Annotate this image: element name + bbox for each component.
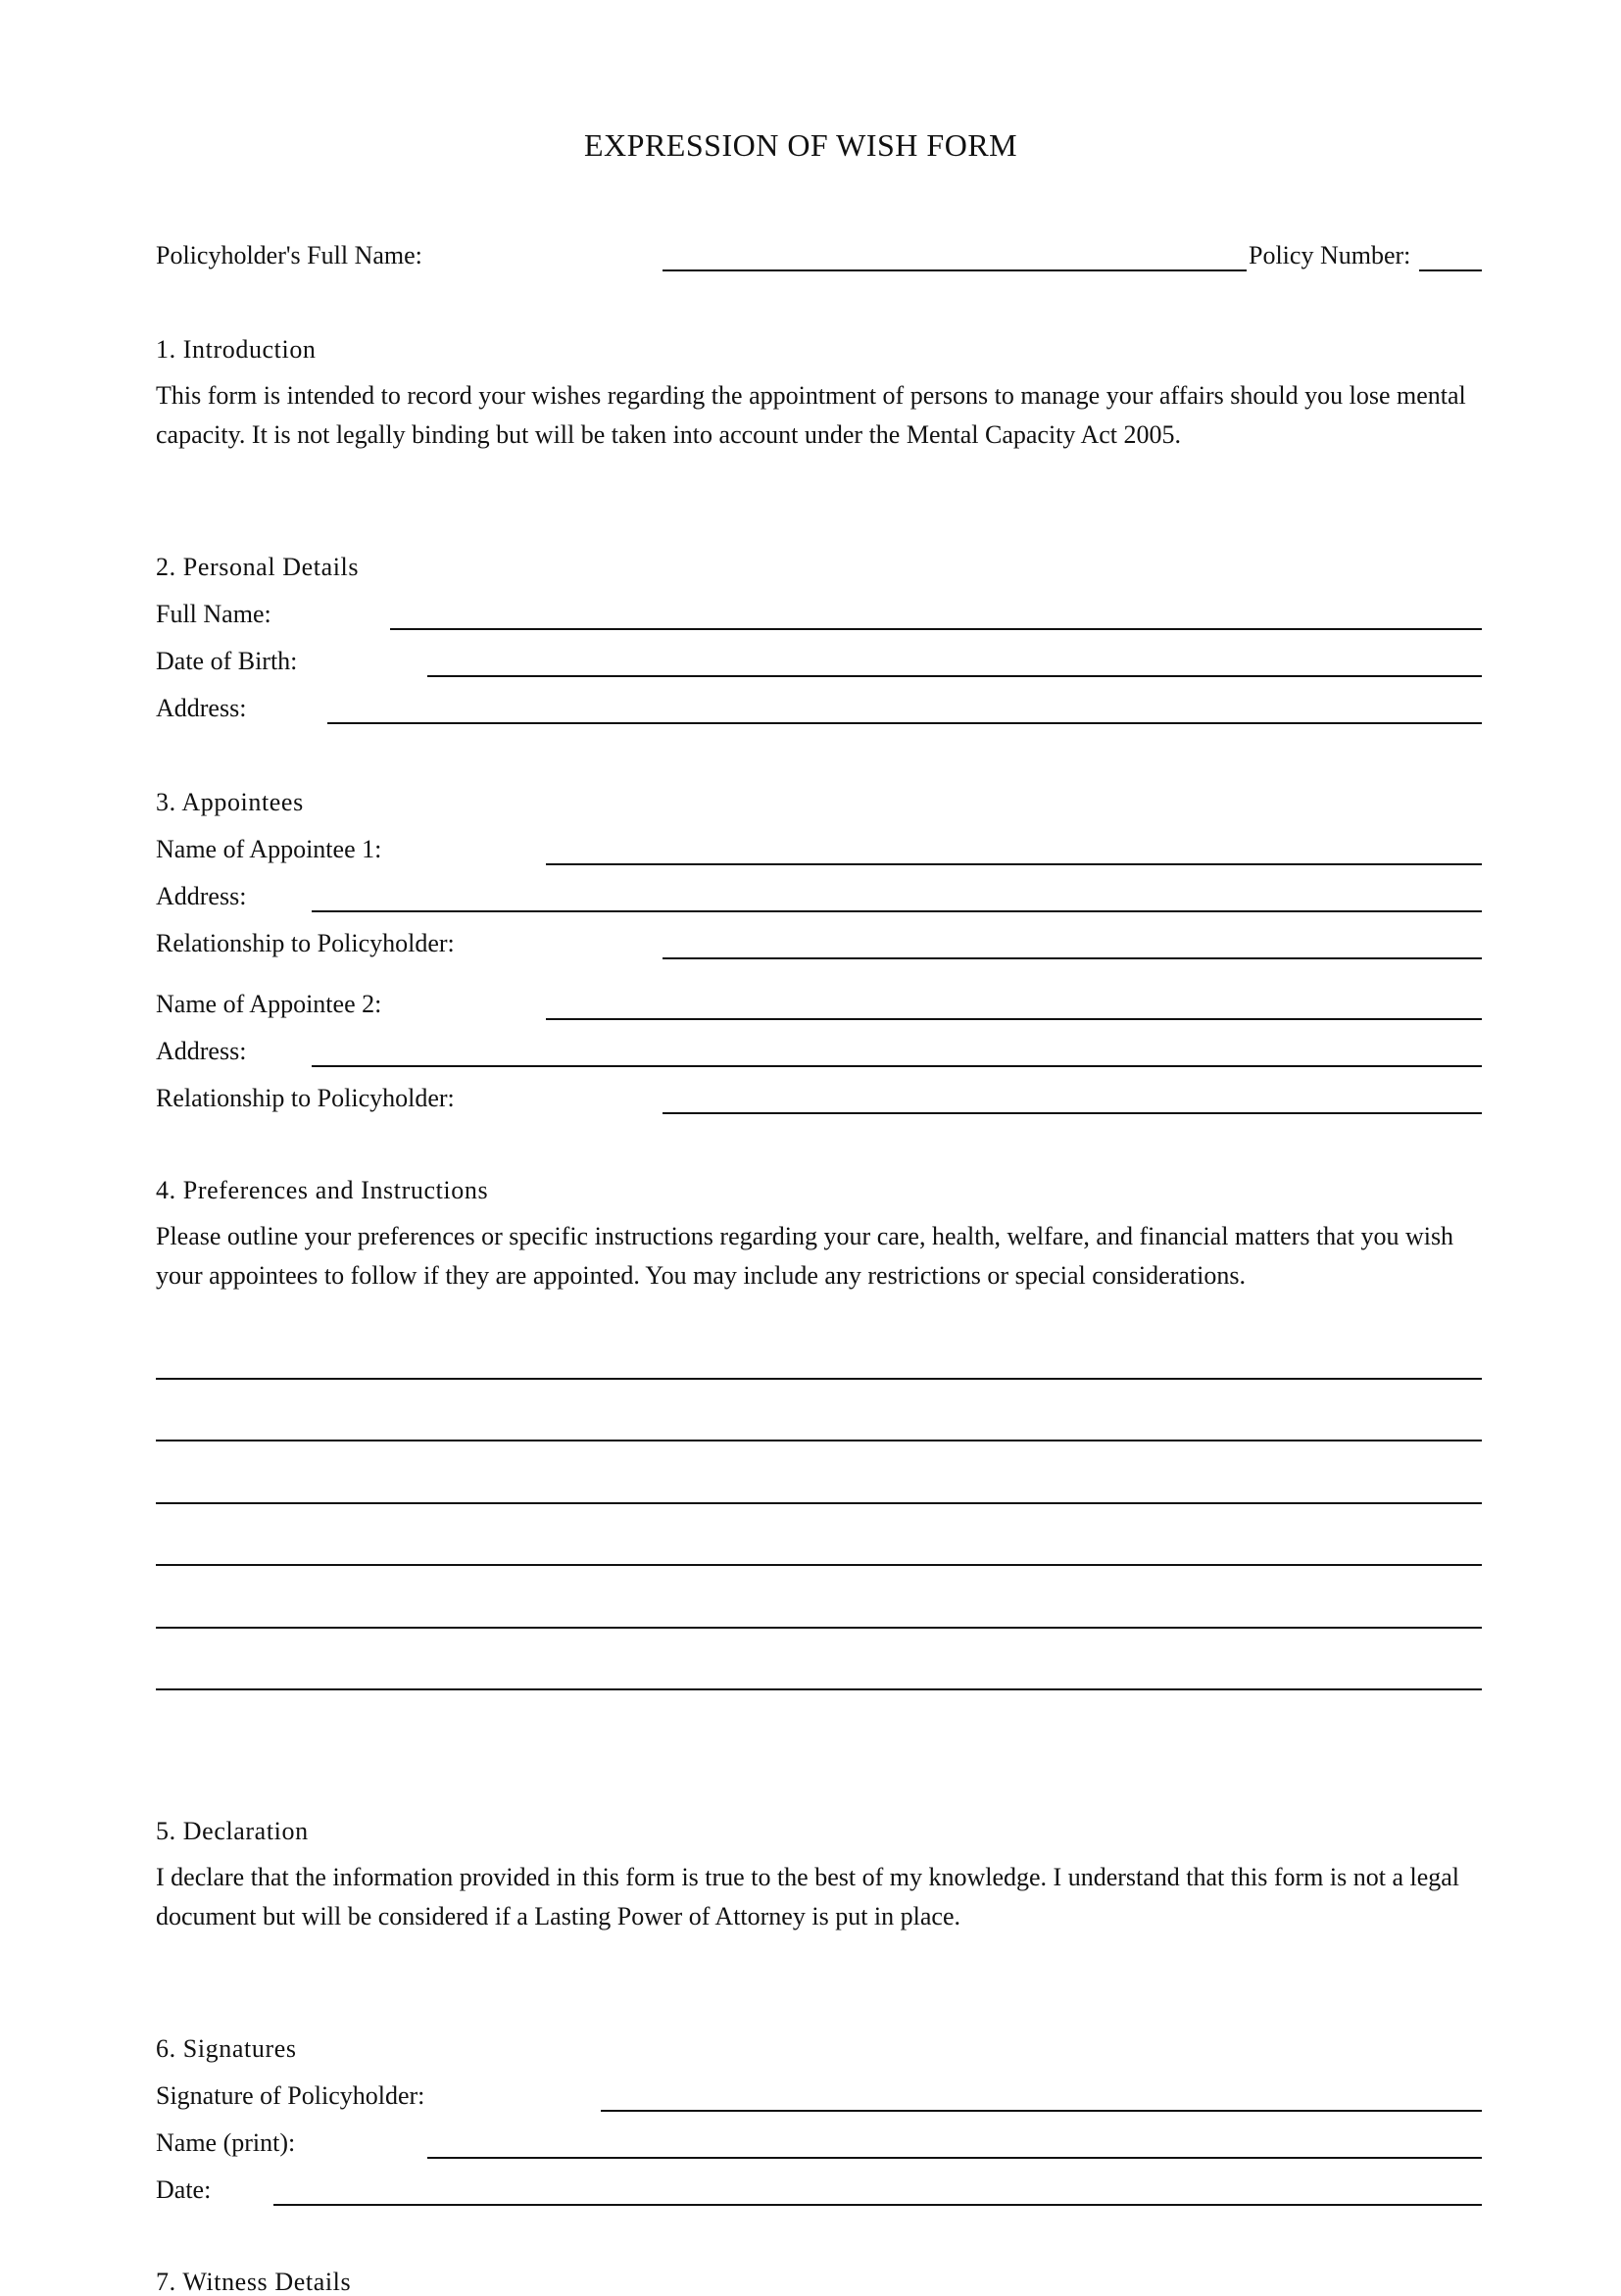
name-print-label: Name (print): — [156, 2128, 296, 2157]
preferences-heading: 4. Preferences and Instructions — [156, 1176, 489, 1204]
declaration-heading: 5. Declaration — [156, 1817, 309, 1845]
signature-field[interactable] — [601, 2110, 1482, 2112]
date-label: Date: — [156, 2175, 212, 2204]
preferences-line[interactable] — [156, 1440, 1482, 1441]
appointee2-relationship-label: Relationship to Policyholder: — [156, 1084, 455, 1112]
appointee1-address-field[interactable] — [312, 910, 1482, 912]
full-name-field[interactable] — [390, 628, 1482, 630]
introduction-text: This form is intended to record your wishes regarding the appointment of persons to manage your affairs should you lose mental capacity. It is not legally binding but will be taken into account under the Mental Capacity Act 2005. — [156, 381, 1466, 449]
preferences-text: Please outline your preferences or specific instructions regarding your care, health, welfare, and financial matters that you wish your appointees to follow if they are appointed. You may include any restrictions or special considerations. — [156, 1222, 1454, 1290]
policyholder-name-field[interactable] — [663, 269, 1247, 271]
appointee2-name-field[interactable] — [546, 1018, 1482, 1020]
personal-details-heading: 2. Personal Details — [156, 553, 360, 581]
policyholder-name-label: Policyholder's Full Name: — [156, 241, 422, 269]
name-print-field[interactable] — [427, 2157, 1482, 2159]
declaration-text: I declare that the information provided in this form is true to the best of my knowledge. I understand that this form is not a legal document but will be considered if a Lasting Power of Attorney is put in place. — [156, 1863, 1460, 1930]
form-title: EXPRESSION OF WISH FORM — [584, 127, 1018, 163]
preferences-line[interactable] — [156, 1627, 1482, 1629]
date-field[interactable] — [273, 2204, 1482, 2206]
appointee2-name-label: Name of Appointee 2: — [156, 990, 382, 1018]
policy-number-label: Policy Number: — [1249, 241, 1411, 269]
appointee2-relationship-field[interactable] — [663, 1112, 1482, 1114]
policy-number-field[interactable] — [1419, 269, 1482, 271]
introduction-heading: 1. Introduction — [156, 335, 317, 364]
appointees-heading: 3. Appointees — [156, 788, 304, 816]
appointee1-address-label: Address: — [156, 882, 247, 910]
full-name-label: Full Name: — [156, 600, 271, 628]
appointee1-name-label: Name of Appointee 1: — [156, 835, 382, 863]
appointee2-address-field[interactable] — [312, 1065, 1482, 1067]
signatures-heading: 6. Signatures — [156, 2034, 297, 2063]
appointee2-address-label: Address: — [156, 1037, 247, 1065]
address-field[interactable] — [327, 722, 1482, 724]
appointee1-name-field[interactable] — [546, 863, 1482, 865]
address-label: Address: — [156, 694, 247, 722]
preferences-line[interactable] — [156, 1378, 1482, 1380]
witness-heading: 7. Witness Details — [156, 2268, 352, 2296]
date-of-birth-label: Date of Birth: — [156, 647, 298, 675]
signature-label: Signature of Policyholder: — [156, 2081, 425, 2110]
date-of-birth-field[interactable] — [427, 675, 1482, 677]
appointee1-relationship-label: Relationship to Policyholder: — [156, 929, 455, 957]
appointee1-relationship-field[interactable] — [663, 957, 1482, 959]
preferences-line[interactable] — [156, 1688, 1482, 1690]
preferences-line[interactable] — [156, 1502, 1482, 1504]
preferences-line[interactable] — [156, 1564, 1482, 1566]
